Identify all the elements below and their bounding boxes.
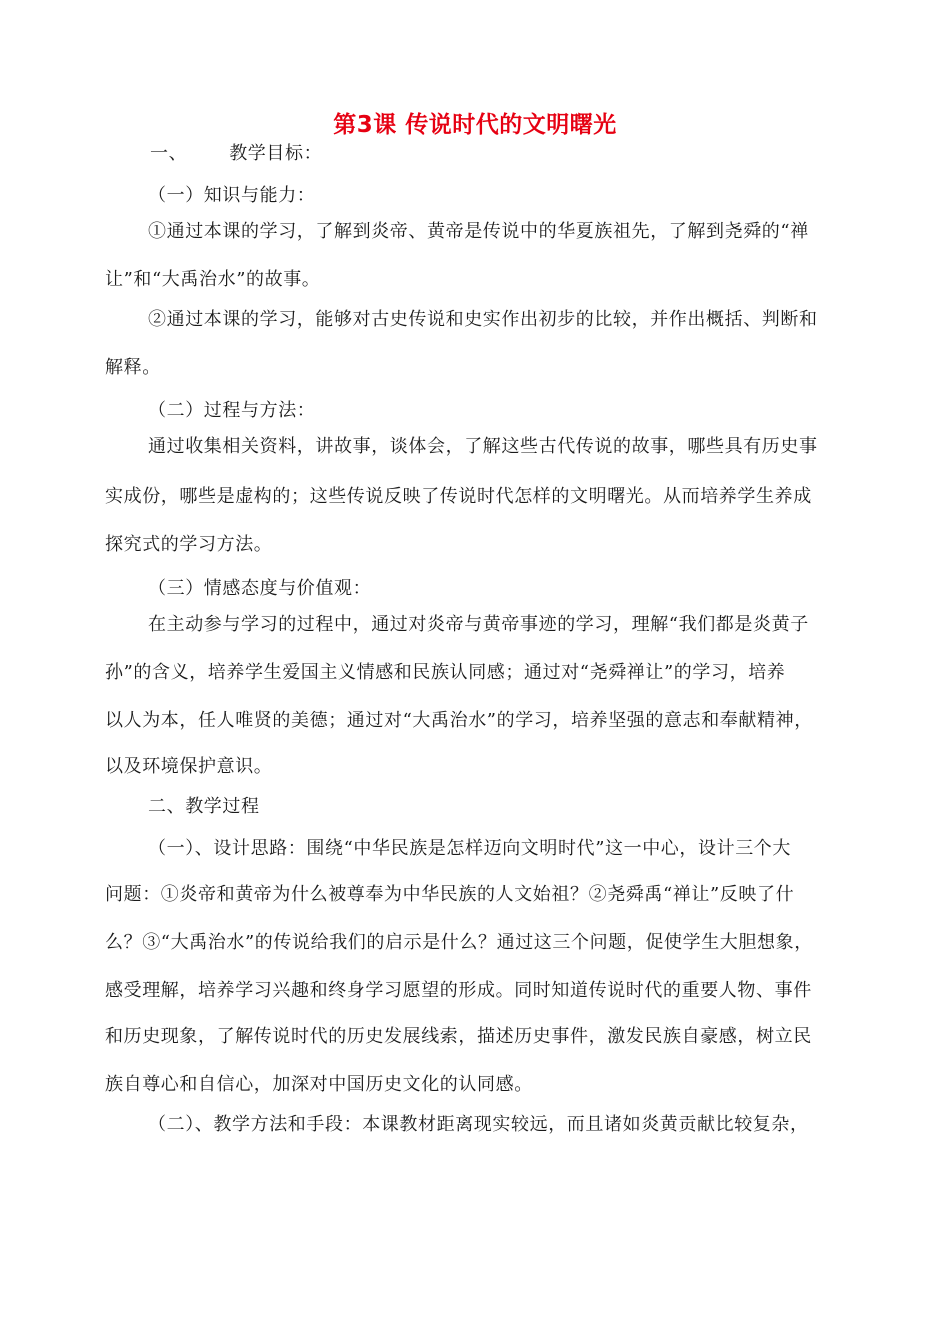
paragraph-line: （二）、教学方法和手段：本课教材距离现实较远，而且诸如炎黄贡献比较复杂， [148,1114,809,1135]
paragraph-line: 让”和“大禹治水”的故事。 [105,269,321,290]
section-heading-objectives [150,143,322,165]
paragraph-line: （一）、设计思路：围绕“中华民族是怎样迈向文明时代”这一中心，设计三个大 [148,838,792,859]
subheading-knowledge: （一）知识与能力： [148,185,316,206]
paragraph-line: 通过收集相关资料，讲故事，谈体会，了解这些古代传说的故事，哪些具有历史事 [148,436,818,457]
section-heading-process: 二、教学过程 [148,796,260,817]
paragraph-line: 问题：①炎帝和黄帝为什么被尊奉为中华民族的人文始祖？②尧舜禹“禅让”反映了什 [105,884,795,905]
section-number: 一、 [150,143,188,164]
paragraph-line: 感受理解，培养学习兴趣和终身学习愿望的形成。同时知道传说时代的重要人物、事件 [105,980,812,1001]
paragraph-line: 以人为本，任人唯贤的美德；通过对“大禹治水”的学习，培养坚强的意志和奉献精神， [105,710,813,731]
subheading-values: （三）情感态度与价值观： [148,578,372,599]
paragraph-line: ②通过本课的学习，能够对古史传说和史实作出初步的比较，并作出概括、判断和 [148,309,818,330]
lesson-title: 第3课 传说时代的文明曙光 [333,112,617,138]
paragraph-line: 在主动参与学习的过程中，通过对炎帝与黄帝事迹的学习，理解“我们都是炎黄子 [148,614,809,635]
section-heading-text: 教学目标： [229,143,323,164]
paragraph-line: 么？③“大禹治水”的传说给我们的启示是什么？通过这三个问题，促使学生大胆想象， [105,932,813,953]
paragraph-line: ①通过本课的学习，了解到炎帝、黄帝是传说中的华夏族祖先，了解到尧舜的“禅 [148,221,809,242]
paragraph-line: 孙”的含义，培养学生爱国主义情感和民族认同感；通过对“尧舜禅让”的学习，培养 [105,662,786,683]
paragraph-line: 探究式的学习方法。 [105,534,273,555]
paragraph-line: 解释。 [105,357,161,378]
subheading-process: （二）过程与方法： [148,400,316,421]
paragraph-line: 以及环境保护意识。 [105,756,273,777]
paragraph-line: 和历史现象，了解传说时代的历史发展线索，描述历史事件，激发民族自豪感，树立民 [105,1026,812,1047]
paragraph-line: 族自尊心和自信心，加深对中国历史文化的认同感。 [105,1074,533,1095]
paragraph-line: 实成份，哪些是虚构的；这些传说反映了传说时代怎样的文明曙光。从而培养学生养成 [105,486,812,507]
